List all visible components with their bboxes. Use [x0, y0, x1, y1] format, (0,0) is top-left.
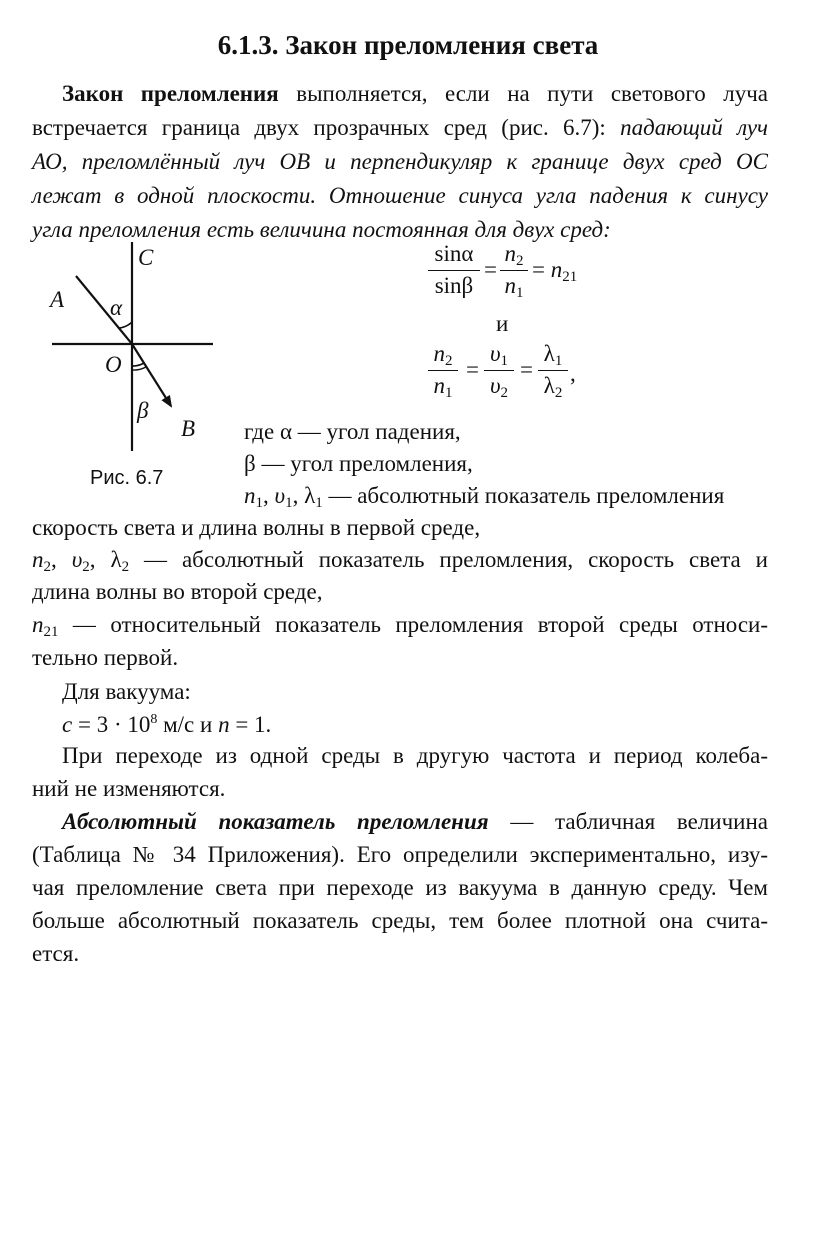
- intro-line-2: [32, 114, 768, 142]
- equals-sign: = $n_{21}$: [532, 257, 578, 285]
- fraction-v1-v2: [484, 341, 514, 403]
- section-heading: 6.1.3. Закон преломления света: [217, 30, 599, 60]
- def-medium-2-cont: длина волны во второй среде,: [32, 579, 323, 604]
- n-symbol: n: [433, 341, 445, 366]
- def-relative: $n_{21}$ — относительный показатель преломления второй среды относи-: [32, 612, 768, 640]
- absolute-line-5: ется.: [32, 941, 80, 966]
- n-symbol: n: [550, 257, 563, 282]
- exponent: 8: [150, 712, 158, 727]
- def-medium-1: $n_1$, $\upsilon_1$, $\lambda_1$ — абсолютный показатель преломления: [244, 483, 725, 511]
- law-term: Закон преломления: [62, 81, 279, 106]
- fraction-n2-n1-b: [428, 341, 458, 403]
- v-symbol: υ: [489, 341, 501, 366]
- def-text: — абсолютный показатель преломления, скорость света и: [129, 547, 768, 572]
- formula-comma: ,: [570, 361, 576, 386]
- incident-ray-ao: [76, 276, 132, 344]
- angle-alpha-arc: [119, 322, 132, 328]
- sin-beta: sinβ: [434, 273, 474, 298]
- subscript: 1: [516, 285, 524, 301]
- v-symbol: υ: [489, 373, 501, 398]
- intro-line-4: лежат в одной плоскости. Отношение синуса угла падения к синусу: [32, 183, 768, 208]
- lambda-symbol: λ: [543, 341, 555, 366]
- transition-line-2: ний не изменяются.: [32, 776, 226, 801]
- n-symbol: n: [504, 273, 516, 298]
- subscript: 2: [554, 385, 563, 401]
- subscript: 21: [562, 269, 578, 285]
- subscript: 2: [500, 385, 509, 401]
- absolute-line-3: чая преломление света при переходе из вакуума в данную среду. Чем: [32, 875, 768, 900]
- subscript: 1: [554, 353, 563, 369]
- n-symbol: n: [433, 373, 445, 398]
- refracted-ray-ob: [132, 344, 171, 406]
- n-symbol: n: [218, 712, 230, 737]
- absolute-text: — табличная величина: [488, 809, 768, 834]
- def-relative-cont: тельно первой.: [32, 645, 179, 670]
- eq-text: = 1.: [229, 712, 272, 737]
- lambda-symbol: λ: [543, 373, 555, 398]
- label-a: A: [50, 287, 65, 312]
- absolute-line-1: [62, 808, 768, 836]
- c-symbol: c: [62, 712, 73, 737]
- subscript: 2: [445, 353, 453, 369]
- fraction-n2-n1: [500, 241, 528, 303]
- fraction-sin-ratio: [428, 241, 480, 303]
- fraction-bar: [538, 370, 568, 371]
- fraction-bar: [428, 370, 458, 371]
- label-c: C: [138, 245, 154, 270]
- and-word: и: [496, 311, 509, 336]
- def-text: — абсолютный показатель преломления: [322, 483, 725, 508]
- fraction-bar: [428, 270, 480, 271]
- eq-text: = 3 · 10: [72, 712, 151, 737]
- vacuum-equation: [62, 711, 271, 739]
- def-medium-2: $n_2$, $\upsilon_2$, $\lambda_2$ — абсолютный показатель преломления, скорость света и: [32, 547, 768, 575]
- intro-line-1: [62, 80, 768, 108]
- fraction-bar: [500, 270, 528, 271]
- eq-text: м/с и: [157, 712, 219, 737]
- absolute-term: Абсолютный показатель преломления: [62, 809, 489, 834]
- equals-sign: =: [520, 357, 533, 382]
- subscript: 2: [516, 253, 524, 269]
- angle-beta-arc: [132, 363, 144, 366]
- def-medium-1-cont: скорость света и длина волны в первой среде,: [32, 515, 481, 540]
- intro-italic: падающий луч: [620, 115, 768, 140]
- intro-text: выполняется, если на пути светового луча: [278, 81, 768, 106]
- fraction-l1-l2: [538, 341, 568, 403]
- label-o: O: [105, 352, 122, 377]
- intro-line-5: угла преломления есть величина постоянная для двух сред:: [32, 217, 611, 242]
- vacuum-label: Для вакуума:: [62, 679, 191, 704]
- absolute-line-4: больше абсолютный показатель среды, тем более плотной она счита-: [32, 908, 768, 933]
- label-beta: β: [137, 398, 149, 423]
- intro-text: встречается граница двух прозрачных сред (рис. 6.7):: [32, 115, 621, 140]
- sin-alpha: sinα: [434, 241, 474, 266]
- intro-line-3: АО, преломлённый луч ОВ и перпендикуляр к границе двух сред ОС: [32, 149, 768, 174]
- label-b: B: [181, 416, 196, 441]
- def-text: — относительный показатель преломления второй среды относи-: [58, 612, 768, 637]
- fraction-bar: [484, 370, 514, 371]
- transition-line-1: При переходе из одной среды в другую частота и период колеба-: [62, 743, 768, 768]
- equals-sign: =: [484, 257, 497, 282]
- equals-sign: =: [466, 357, 479, 382]
- subscript: 1: [500, 353, 509, 369]
- subscript: 1: [445, 385, 453, 401]
- label-alpha: α: [110, 295, 123, 320]
- figure-caption: Рис. 6.7: [90, 467, 164, 489]
- def-alpha: где α — угол падения,: [244, 419, 461, 444]
- def-beta: β — угол преломления,: [244, 451, 473, 476]
- angle-beta-arc-2: [132, 367, 146, 370]
- absolute-line-2: (Таблица № 34 Приложения). Его определили экспериментально, изу-: [32, 842, 768, 867]
- n-symbol: n: [504, 241, 516, 266]
